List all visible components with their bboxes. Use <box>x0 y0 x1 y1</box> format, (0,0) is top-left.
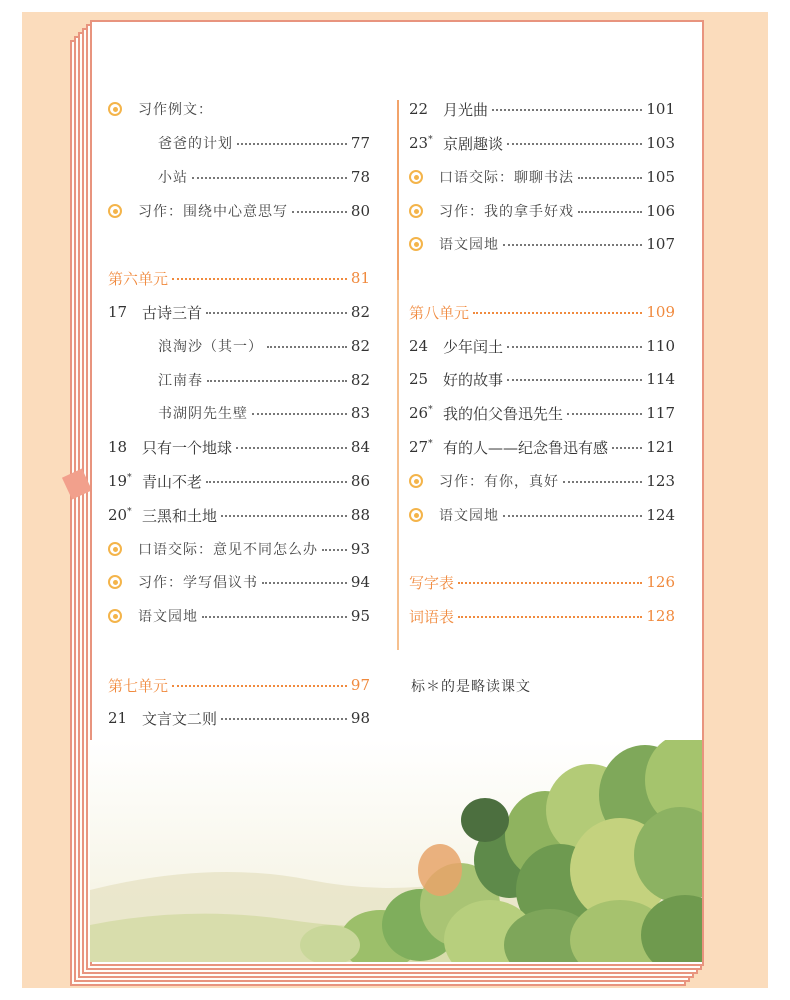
toc-entry <box>158 131 370 155</box>
entry-title: 有的人——纪念鲁迅有感 <box>443 438 609 457</box>
skim-reading-star: * <box>428 405 433 415</box>
toc-entry <box>108 469 370 493</box>
entry-title: 小站 <box>158 170 188 186</box>
page-number: 82 <box>350 303 370 321</box>
page-number: 86 <box>350 472 370 490</box>
leader-dots <box>206 312 347 314</box>
bullet-icon <box>108 204 122 218</box>
page-number: 82 <box>350 371 370 389</box>
bullet-icon <box>108 609 122 623</box>
toc-entry <box>409 199 675 223</box>
lesson-number: 26* <box>409 404 433 422</box>
leader-dots <box>252 413 347 415</box>
leader-dots <box>267 346 347 348</box>
entry-title: 京剧趣谈 <box>443 134 504 153</box>
leader-dots <box>492 109 642 111</box>
page-number: 93 <box>350 540 370 558</box>
leader-dots <box>221 718 347 720</box>
page-number: 77 <box>350 134 370 152</box>
entry-title: 青山不老 <box>142 472 203 491</box>
skim-reading-star: * <box>127 507 132 517</box>
entry-title: 第七单元 <box>108 676 169 695</box>
page-number: 98 <box>350 709 370 727</box>
leader-dots <box>221 515 347 517</box>
entry-title: 只有一个地球 <box>142 438 233 457</box>
bullet-icon <box>108 102 122 116</box>
page-number: 78 <box>350 168 370 186</box>
skim-reading-star: * <box>127 473 132 483</box>
leader-dots <box>578 177 642 179</box>
unit-heading <box>409 570 675 594</box>
entry-title: 书湖阴先生壁 <box>158 406 248 422</box>
leader-dots <box>458 582 642 584</box>
entry-title: 少年闰土 <box>443 337 504 356</box>
entry-title: 三黑和土地 <box>142 506 218 525</box>
toc-entry <box>108 300 370 324</box>
bullet-icon <box>409 474 423 488</box>
footnote: 标＊的是略读课文 <box>411 679 531 695</box>
page-number: 97 <box>350 676 370 694</box>
leader-dots <box>578 211 642 213</box>
bullet-icon <box>409 237 423 251</box>
toc-entry <box>409 469 675 493</box>
skim-reading-star: * <box>428 135 433 145</box>
toc-entry <box>409 165 675 189</box>
entry-title: 文言文二则 <box>142 709 218 728</box>
leader-dots <box>612 447 642 449</box>
toc-entry <box>108 435 370 459</box>
lesson-number: 19* <box>108 472 132 490</box>
lesson-number: 20* <box>108 506 132 524</box>
page-number: 95 <box>350 607 370 625</box>
column-divider <box>397 100 399 280</box>
entry-title: 语文园地 <box>439 508 499 524</box>
page-number: 124 <box>646 506 675 524</box>
entry-title: 爸爸的计划 <box>158 136 233 152</box>
page-number: 88 <box>350 506 370 524</box>
column-divider <box>397 280 399 650</box>
lesson-number: 24 <box>409 337 429 355</box>
leader-dots <box>507 346 642 348</box>
leader-dots <box>292 211 347 213</box>
leader-dots <box>202 616 347 618</box>
page-number: 107 <box>646 235 675 253</box>
bullet-icon <box>409 204 423 218</box>
toc-entry <box>409 401 675 425</box>
page-number: 106 <box>646 202 675 220</box>
page-number: 80 <box>350 202 370 220</box>
leader-dots <box>563 481 642 483</box>
entry-title: 我的伯父鲁迅先生 <box>443 404 564 423</box>
page-number: 101 <box>646 100 675 118</box>
entry-title: 月光曲 <box>443 100 489 119</box>
entry-title: 口语交际：聊聊书法 <box>439 170 574 186</box>
toc-entry <box>158 368 370 392</box>
entry-title: 习作：有你，真好 <box>439 474 559 490</box>
toc-entry <box>158 165 370 189</box>
page-number: 105 <box>646 168 675 186</box>
lesson-number: 23* <box>409 134 433 152</box>
toc-entry <box>108 570 370 594</box>
leader-dots <box>322 549 347 551</box>
bullet-icon <box>409 170 423 184</box>
toc-entry <box>108 537 370 561</box>
leader-dots <box>236 447 347 449</box>
toc-entry <box>409 503 675 527</box>
leader-dots <box>567 413 642 415</box>
leader-dots <box>503 515 642 517</box>
entry-title: 浪淘沙（其一） <box>158 339 263 355</box>
entry-title: 习作：学写倡议书 <box>138 575 258 591</box>
toc-entry <box>409 367 675 391</box>
entry-title: 语文园地 <box>439 237 499 253</box>
forest-illustration <box>90 740 702 962</box>
page-number: 103 <box>646 134 675 152</box>
entry-title: 习作：我的拿手好戏 <box>439 204 574 220</box>
entry-title: 江南春 <box>158 373 203 389</box>
leader-dots <box>503 244 642 246</box>
toc-entry <box>409 435 675 459</box>
page-number: 82 <box>350 337 370 355</box>
page-number: 94 <box>350 573 370 591</box>
lesson-number: 18 <box>108 438 128 456</box>
page-number: 109 <box>646 303 675 321</box>
page-number: 110 <box>646 337 675 355</box>
leader-dots <box>172 278 347 280</box>
toc-entry <box>409 232 675 256</box>
leader-dots <box>192 177 347 179</box>
entry-title: 习作例文： <box>138 102 213 118</box>
lesson-number: 22 <box>409 100 429 118</box>
entry-title: 第八单元 <box>409 303 470 322</box>
leader-dots <box>262 582 347 584</box>
entry-title: 语文园地 <box>138 609 198 625</box>
leader-dots <box>206 481 347 483</box>
page-number: 126 <box>646 573 675 591</box>
unit-heading <box>409 604 675 628</box>
toc-entry <box>158 401 370 425</box>
lesson-number: 21 <box>108 709 128 727</box>
entry-title: 好的故事 <box>443 370 504 389</box>
lesson-number: 17 <box>108 303 128 321</box>
page-number: 117 <box>646 404 675 422</box>
leader-dots <box>172 685 347 687</box>
lesson-number: 25 <box>409 370 429 388</box>
leader-dots <box>507 379 642 381</box>
toc-entry <box>409 97 675 121</box>
unit-heading <box>108 266 370 290</box>
page-number: 114 <box>646 370 675 388</box>
leader-dots <box>458 616 642 618</box>
bullet-icon <box>108 542 122 556</box>
bullet-icon <box>108 575 122 589</box>
page-number: 121 <box>646 438 675 456</box>
toc-entry <box>409 334 675 358</box>
leader-dots <box>207 380 347 382</box>
toc-entry <box>158 334 370 358</box>
skim-reading-star: * <box>428 439 433 449</box>
toc-entry <box>108 199 370 223</box>
leader-dots <box>473 312 642 314</box>
page-number: 83 <box>350 404 370 422</box>
leader-dots <box>237 143 347 145</box>
bullet-icon <box>409 508 423 522</box>
entry-title: 第六单元 <box>108 269 169 288</box>
toc-entry <box>108 503 370 527</box>
toc-entry <box>108 97 370 121</box>
leader-dots <box>507 143 642 145</box>
entry-title: 词语表 <box>409 607 455 626</box>
page-number: 84 <box>350 438 370 456</box>
toc-entry <box>108 604 370 628</box>
entry-title: 习作：围绕中心意思写 <box>138 204 288 220</box>
toc-entry <box>409 131 675 155</box>
unit-heading <box>409 300 675 324</box>
page-number: 128 <box>646 607 675 625</box>
page-number: 81 <box>350 269 370 287</box>
entry-title: 写字表 <box>409 573 455 592</box>
entry-title: 古诗三首 <box>142 303 203 322</box>
toc-entry <box>108 706 370 730</box>
page-number: 123 <box>646 472 675 490</box>
entry-title: 口语交际：意见不同怎么办 <box>138 542 318 558</box>
lesson-number: 27* <box>409 438 433 456</box>
unit-heading <box>108 673 370 697</box>
